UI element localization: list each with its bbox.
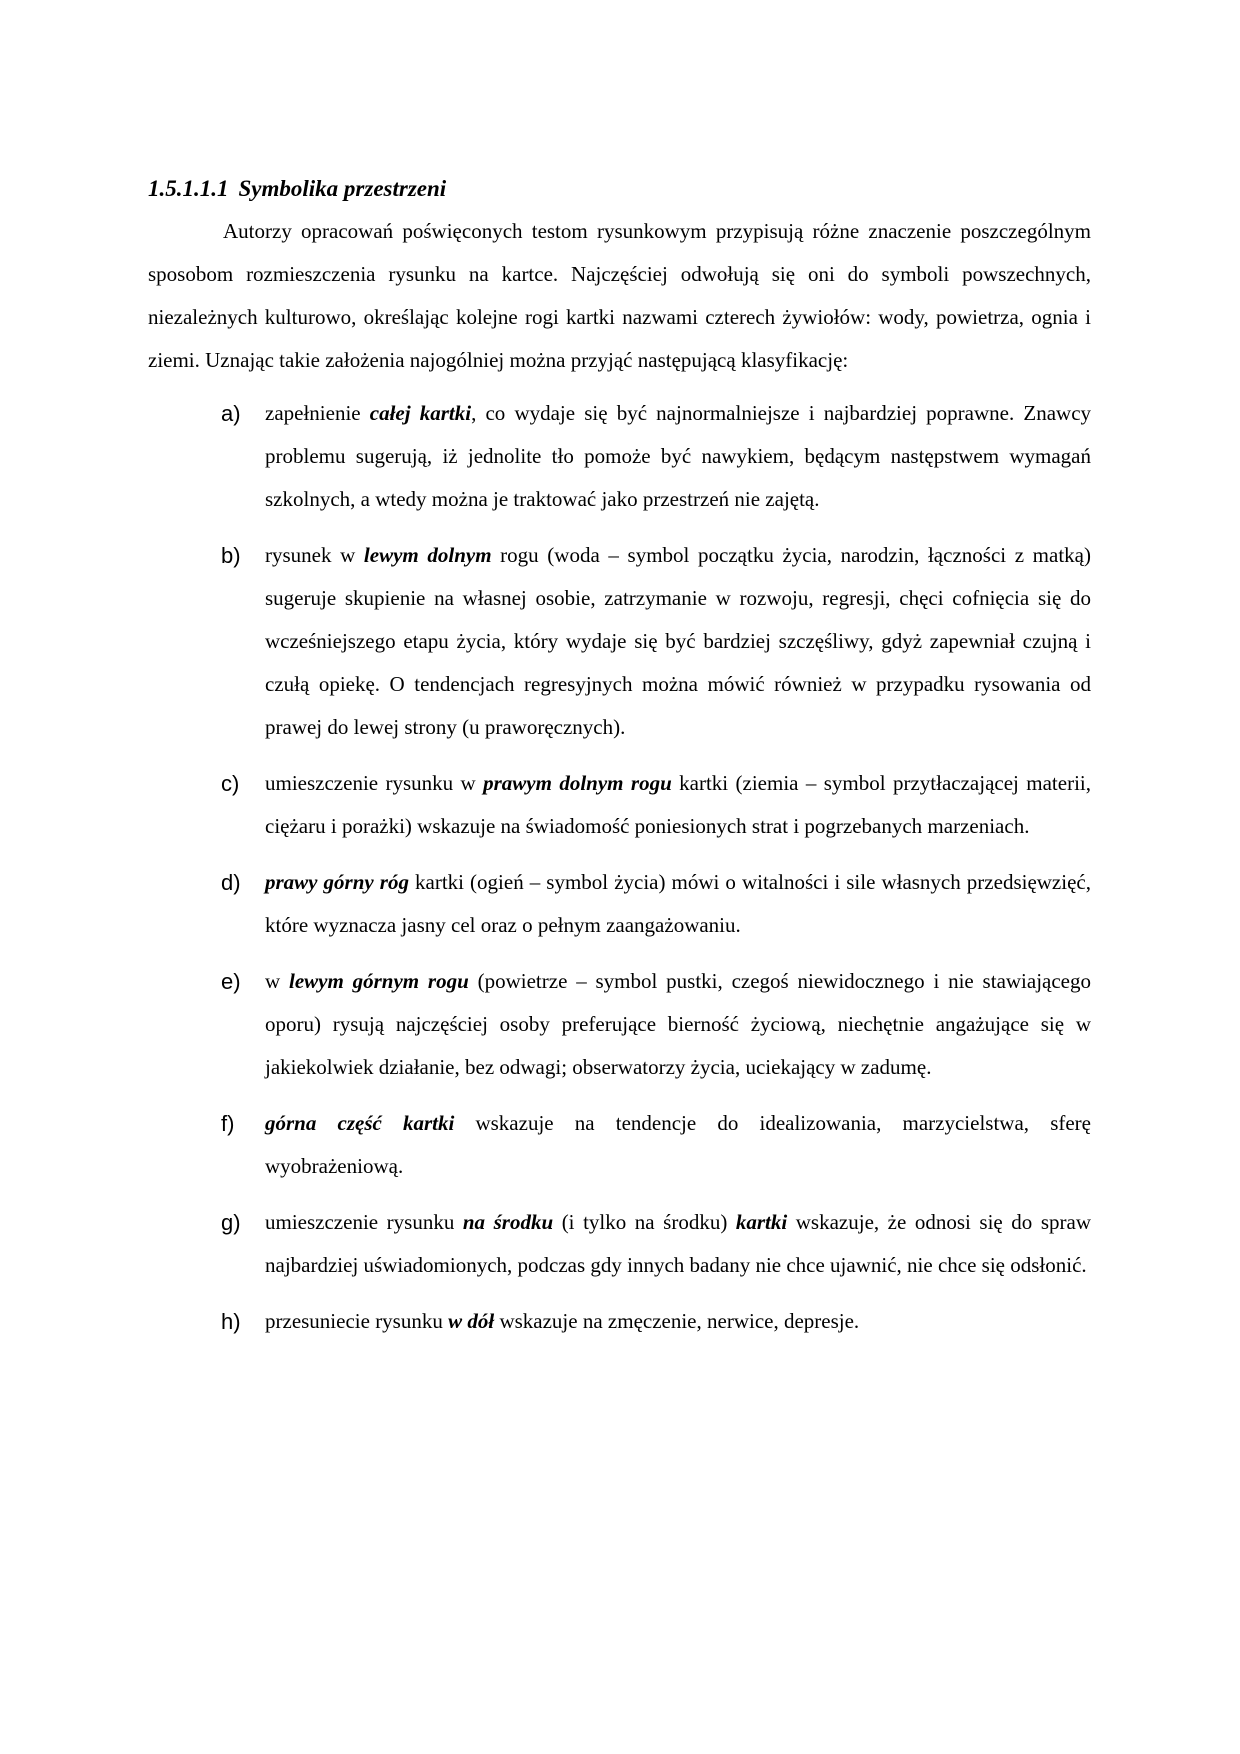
list-marker: e) bbox=[221, 969, 241, 994]
list-marker: b) bbox=[221, 543, 241, 568]
item-text-post: kartki (ogień – symbol życia) mówi o witalności i sile własnych przedsięwzięć, które wyznacza jasny cel oraz o pełnym zaangażowaniu. bbox=[265, 870, 1091, 937]
item-text-post: , co wydaje się być najnormalniejsze i najbardziej poprawne. Znawcy problemu sugerują, iż jednolite tło pomoże być nawykiem, będącym następstwem wymagań szkolnych, a wtedy można je traktować jako przestrzeń nie zajętą. bbox=[265, 401, 1092, 511]
item-emphasis-2: kartki bbox=[735, 1210, 788, 1234]
list-marker: g) bbox=[221, 1210, 241, 1235]
item-text-pre: rysunek w bbox=[265, 543, 364, 567]
list-item-f bbox=[148, 1102, 1091, 1188]
list-marker: c) bbox=[221, 771, 240, 796]
section-number: 1.5.1.1.1 bbox=[148, 176, 229, 201]
list-item-e bbox=[148, 960, 1091, 1089]
item-text-pre: w bbox=[265, 969, 289, 993]
item-text-mid: (i tylko na środku) bbox=[553, 1210, 736, 1234]
item-emphasis: na środku bbox=[462, 1210, 554, 1234]
list-item-g bbox=[148, 1201, 1091, 1287]
item-text-post: kartki (ziemia – symbol przytłaczającej materii, ciężaru i porażki) wskazuje na świadomość poniesionych strat i pogrzebanych marzeniach. bbox=[265, 771, 1091, 838]
item-text-post: wskazuje na zmęczenie, nerwice, depresje. bbox=[494, 1309, 860, 1333]
item-emphasis: prawy górny róg bbox=[265, 870, 409, 894]
item-text-post: wskazuje na tendencje do idealizowania, marzycielstwa, sferę wyobrażeniową. bbox=[265, 1111, 1091, 1178]
item-emphasis: całej kartki bbox=[369, 401, 472, 425]
list-marker: a) bbox=[221, 401, 241, 426]
item-emphasis: lewym górnym rogu bbox=[288, 969, 469, 993]
item-text-post: wskazuje, że odnosi się do spraw najbardziej uświadomionych, podczas gdy innych badany nie chce ujawnić, nie chce się odsłonić. bbox=[265, 1210, 1092, 1277]
section-title: Symbolika przestrzeni bbox=[238, 176, 447, 201]
list-item-a bbox=[148, 392, 1091, 521]
item-text-pre: przesuniecie rysunku bbox=[265, 1309, 449, 1333]
item-emphasis: w dół bbox=[448, 1309, 495, 1333]
section-heading bbox=[148, 172, 1091, 206]
list-item-b bbox=[148, 534, 1091, 749]
item-text-pre: umieszczenie rysunku bbox=[265, 1210, 463, 1234]
item-text-pre: umieszczenie rysunku w bbox=[265, 771, 484, 795]
item-emphasis: górna część kartki bbox=[265, 1111, 455, 1135]
list-marker: d) bbox=[221, 870, 241, 895]
document-page bbox=[148, 172, 1091, 1356]
list-item-c bbox=[148, 762, 1091, 848]
item-text-post: (powietrze – symbol pustki, czegoś niewidocznego i nie stawiającego oporu) rysują najczęściej osoby preferujące bierność życiową, niechętnie angażujące się w jakiekolwiek działanie, bez odwagi; obserwatorzy życia, uciekający w zadumę. bbox=[265, 969, 1092, 1079]
item-emphasis: lewym dolnym bbox=[363, 543, 492, 567]
list-marker: h) bbox=[221, 1309, 241, 1334]
item-emphasis: prawym dolnym rogu bbox=[483, 771, 672, 795]
list-item-d bbox=[148, 861, 1091, 947]
list-item-h bbox=[148, 1300, 1091, 1343]
item-text-post: rogu (woda – symbol początku życia, narodzin, łączności z matką) sugeruje skupienie na własnej osobie, zatrzymanie w rozwoju, regresji, chęci cofnięcia się do wcześniejszego etapu życia, który wydaje się być bardziej szczęśliwy, gdyż zapewniał czujną i czułą opiekę. O tendencjach regresyjnych można mówić również w przypadku rysowania od prawej do lewej strony (u praworęcznych). bbox=[265, 543, 1091, 739]
item-text-pre: zapełnienie bbox=[265, 401, 370, 425]
list-marker: f) bbox=[221, 1111, 235, 1136]
classification-list bbox=[148, 392, 1091, 1343]
intro-paragraph: Autorzy opracowań poświęconych testom rysunkowym przypisują różne znaczenie poszczególnym sposobom rozmieszczenia rysunku na kartce. Najczęściej odwołują się oni do symboli powszechnych, niezależnych kulturowo, określając kolejne rogi kartki nazwami czterech żywiołów: wody, powietrza, ognia i ziemi. Uznając takie założenia najogólniej można przyjąć następującą klasyfikację: bbox=[148, 219, 1091, 372]
